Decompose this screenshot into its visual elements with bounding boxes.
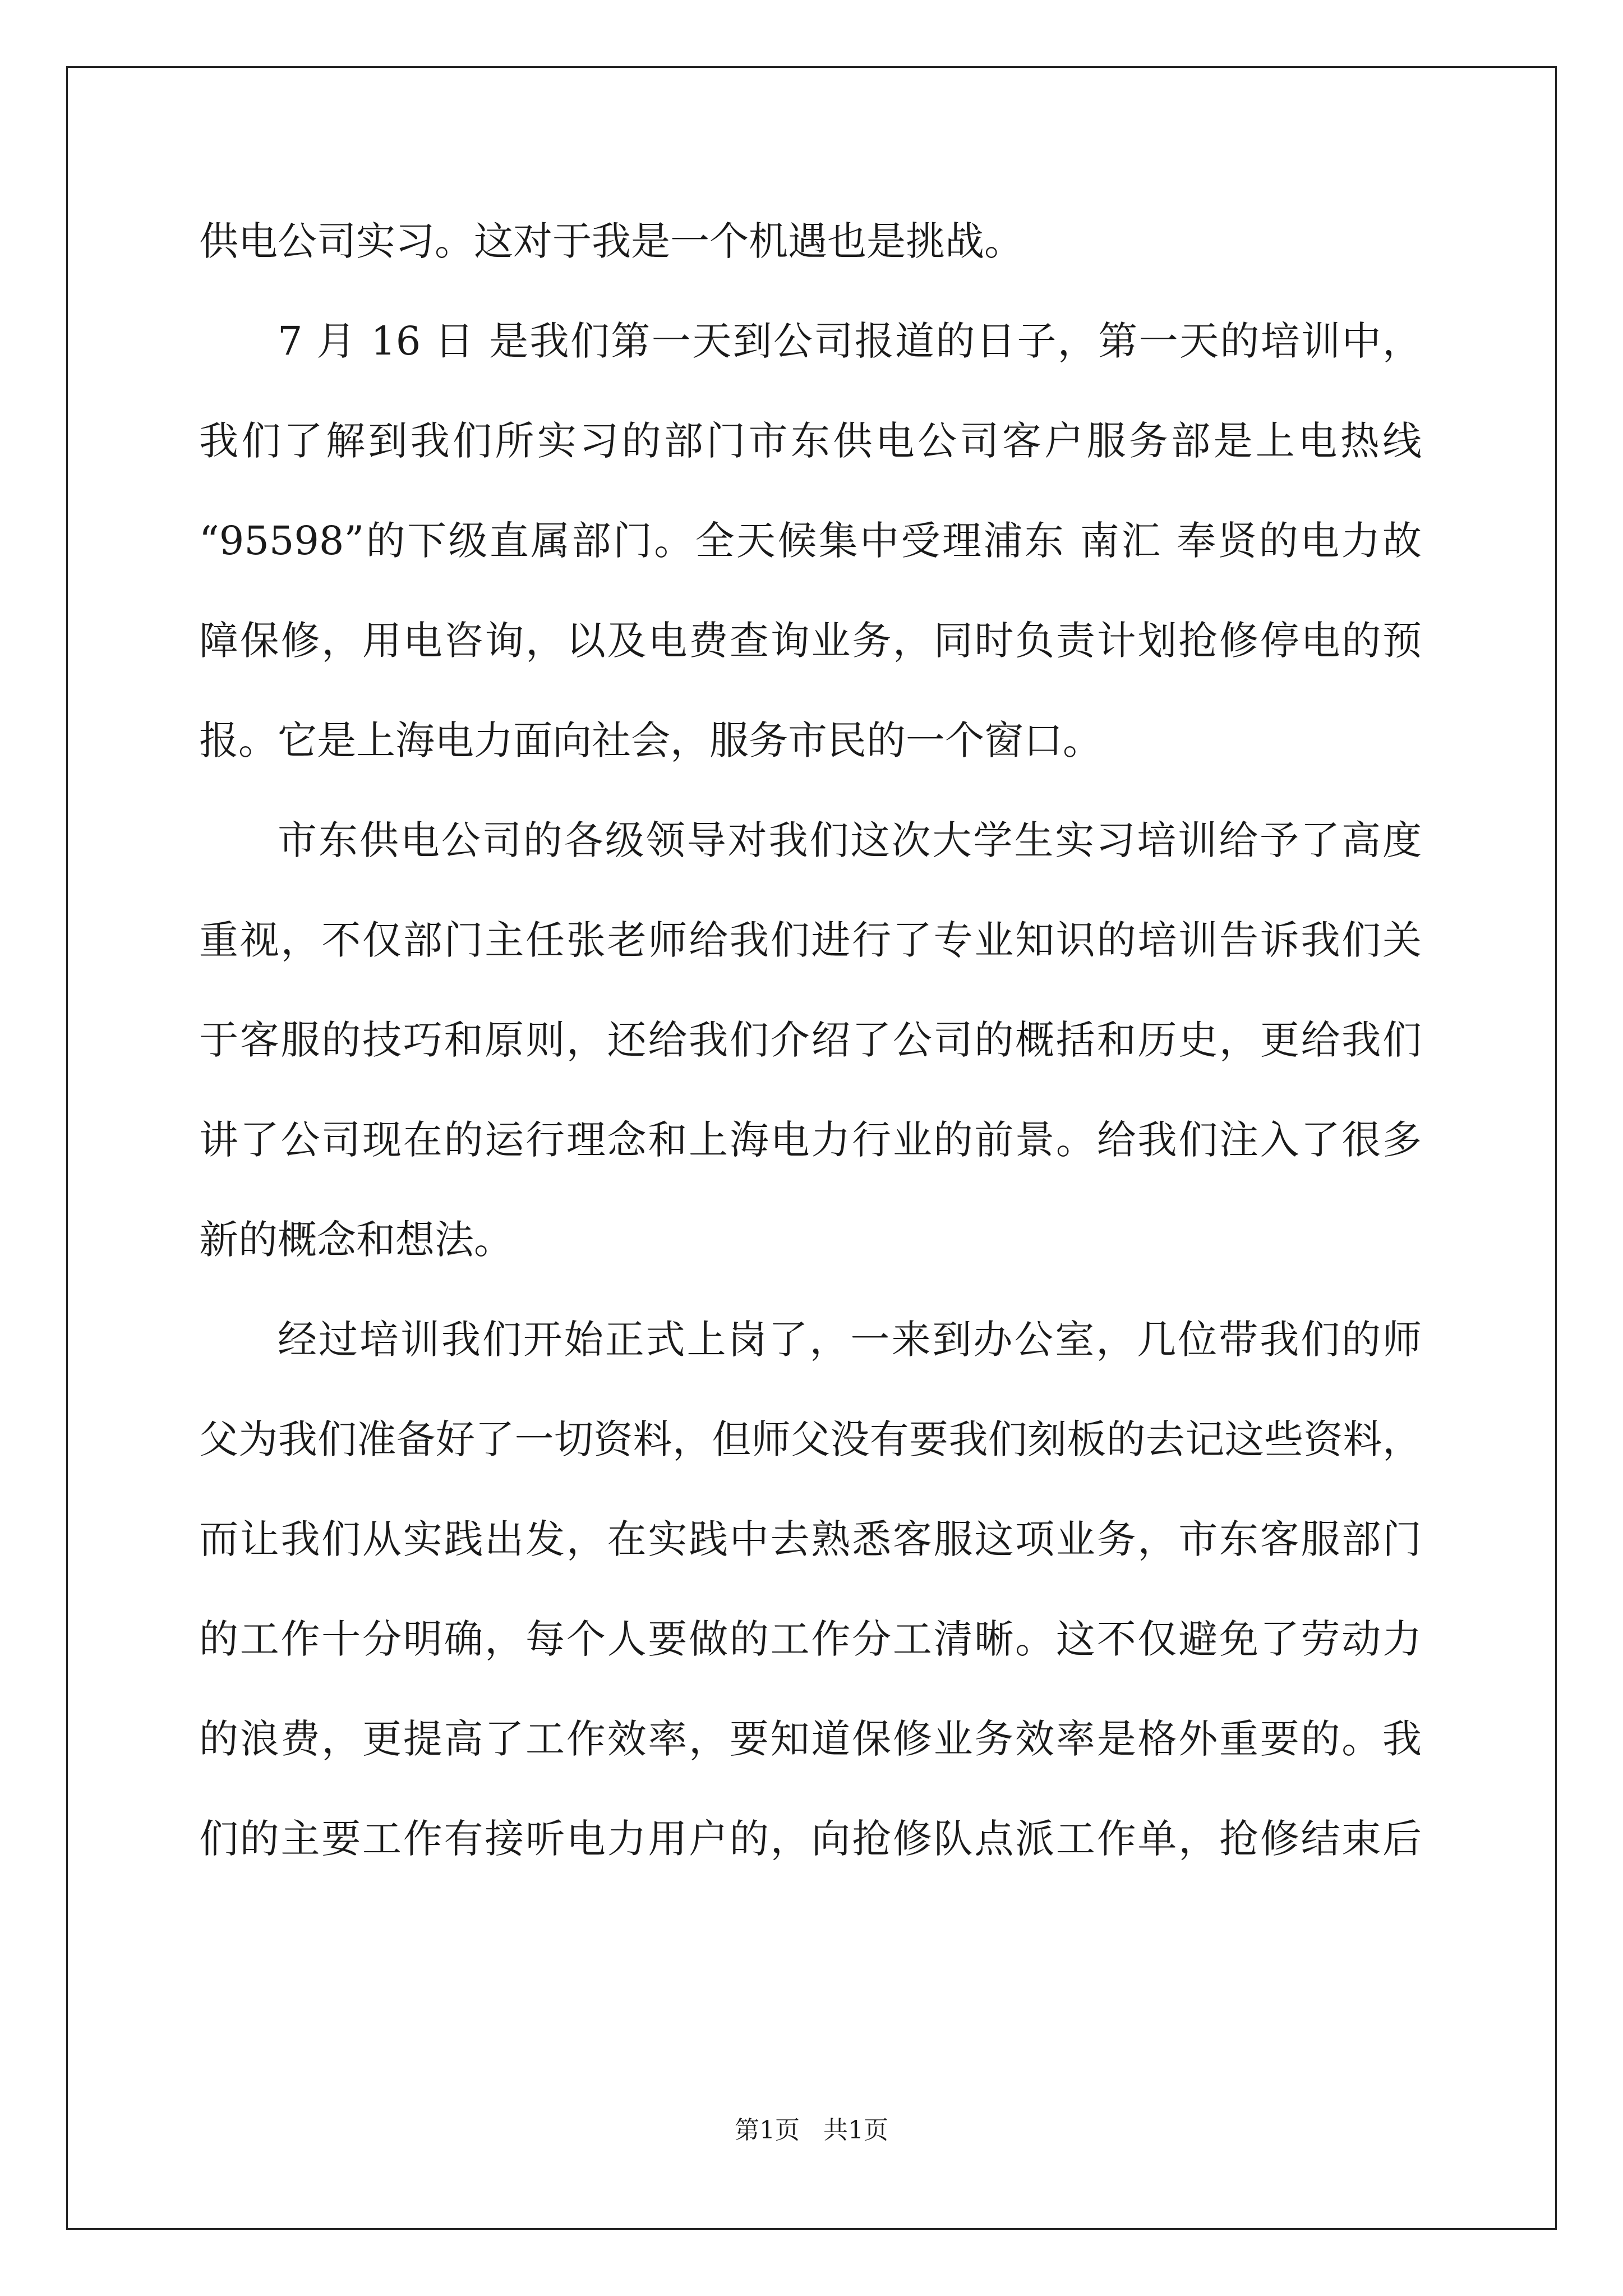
body-line-2: 7 月 16 日 是我们第一天到公司报道的日子，第一天的培训中， bbox=[278, 318, 1422, 364]
page-footer: 第1页 共1页 bbox=[735, 2116, 888, 2145]
body-line-5: 障保修，用电咨询，以及电费查询业务，同时负责计划抢修停电的预 bbox=[199, 618, 1422, 664]
body-line-12: 经过培训我们开始正式上岗了，一来到办公室，几位带我们的师 bbox=[278, 1317, 1422, 1363]
body-line-6: 报。它是上海电力面向社会，服务市民的一个窗口。 bbox=[199, 717, 1102, 763]
body-line-9: 于客服的技巧和原则，还给我们介绍了公司的概括和历史，更给我们 bbox=[199, 1017, 1422, 1063]
body-line-13: 父为我们准备好了一切资料，但师父没有要我们刻板的去记这些资料， bbox=[199, 1416, 1422, 1462]
body-line-4: “95598”的下级直属部门。全天候集中受理浦东 南汇 奉贤的电力故 bbox=[199, 518, 1422, 564]
body-line-1: 供电公司实习。这对于我是一个机遇也是挑战。 bbox=[199, 218, 1023, 264]
body-line-7: 市东供电公司的各级领导对我们这次大学生实习培训给予了高度 bbox=[278, 817, 1422, 863]
body-line-8: 重视，不仅部门主任张老师给我们进行了专业知识的培训告诉我们关 bbox=[199, 917, 1422, 963]
body-line-14: 而让我们从实践出发，在实践中去熟悉客服这项业务，市东客服部门 bbox=[199, 1516, 1422, 1562]
body-line-10: 讲了公司现在的运行理念和上海电力行业的前景。给我们注入了很多 bbox=[199, 1117, 1422, 1163]
body-line-16: 的浪费，更提高了工作效率，要知道保修业务效率是格外重要的。我 bbox=[199, 1716, 1422, 1762]
body-line-11: 新的概念和想法。 bbox=[199, 1217, 513, 1263]
body-line-15: 的工作十分明确，每个人要做的工作分工清晰。这不仅避免了劳动力 bbox=[199, 1616, 1422, 1662]
body-line-17: 们的主要工作有接听电力用户的，向抢修队点派工作单，抢修结束后 bbox=[199, 1816, 1422, 1862]
body-line-3: 我们了解到我们所实习的部门市东供电公司客户服务部是上电热线 bbox=[199, 418, 1422, 464]
